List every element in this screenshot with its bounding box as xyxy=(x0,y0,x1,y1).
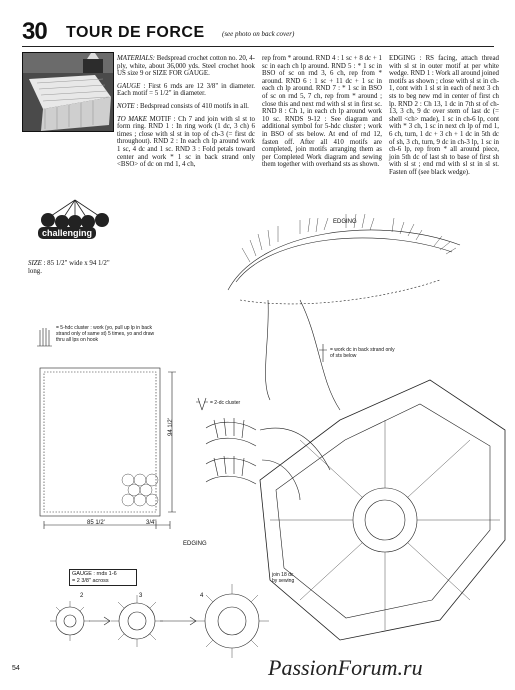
photo-note: (see photo on back cover) xyxy=(222,30,295,38)
skill-badge-label: challenging xyxy=(38,227,96,239)
edging-text: : RS facing, attach thread with sl st in outer motif at per white wedge. RND 1 : Work all around joined motifs as shown ; close with sl st in ch-1, cont with 1 sl st in each of next 3 ch sts to beg new rnd in center of first ch lp. RND 2 : Ch 13, 1 dc in 7th st of ch-13, 3 ch, 9 dc over stem of last dc (= shell <ch> made), 1 sc in ch-6 lp, cont with * 3 ch, 1 sc in next ch lp of rnd 1, 6 ch, turn, 1 dc + 3 ch + 1 dc in 5th dc of sh, 3 ch, turn, 9 dc in ch-3 lp, 1 sc in ch-6 lp, rep from * all around piece, join 5th dc of last sh to base of first sh with sl st ; end rnd with sl st in sl st. Fasten off (see black wedge). xyxy=(389,55,499,176)
to-make-lead: TO MAKE xyxy=(117,115,148,123)
two-dc-cluster-legend: = 2-dc cluster xyxy=(210,400,241,406)
join-note-line-2: by sewing xyxy=(272,578,295,584)
gauge-lead: GAUGE xyxy=(117,82,141,90)
size-lead: SIZE xyxy=(28,260,42,267)
work-dc-legend: = work dc in back strand only of sts below xyxy=(330,347,395,359)
size-text: : 85 1/2" wide x 94 1/2" long. xyxy=(28,260,110,275)
edging-bottom-label: EDGING xyxy=(183,541,207,547)
join-note-line-1: join 18 dc xyxy=(272,572,294,578)
gauge-box-line-2: = 2 3/8" across xyxy=(72,577,109,584)
hdc-cluster-legend: = 5-hdc cluster : work (yo, pull up lp in back strand only of same st) 5 times, yo and draw thru all lps on hook xyxy=(56,325,155,343)
step-label-2: 2 xyxy=(80,593,84,599)
note-lead: NOTE xyxy=(117,102,135,110)
note-text: : Bedspread consists of 410 motifs in all. xyxy=(136,102,249,110)
edging-lead: EDGING xyxy=(389,55,416,62)
col2-text: rep from * around. RND 4 : 1 sc + 8 dc + 1 sc in each ch lp around. RND 5 : * 1 sc in BSO of sc on rnd 3, 6 ch, rep from * around. RND 6 : 1 sc + 11 dc + 1 sc in each ch lp around. RND 7 : * 1 sc in BSO of sc on rnd 5, 7 ch, rep from * around ; close this and next rnd with sl st in first sc. RND 8 : Ch 1, in each ch lp around work 10 sc. RNDS 9-12 : See diagram and additional symbol for 5-hdc cluster ; work in BSO of sts below. At end of rnd 12, fasten off. After all 410 motifs are completed, join motifs arranging them as per Completed Work diagram and sewing them together with overhand sts as shown. xyxy=(262,55,382,169)
materials-lead: MATERIALS: xyxy=(117,55,156,62)
page-title: TOUR DE FORCE xyxy=(66,24,205,41)
step-label-3: 3 xyxy=(139,593,143,599)
to-make-text: MOTIF : Ch 7 and join with sl st to form ring. RND 1 : In ring work (1 dc, 3 ch) 6 times ; close with sl st in top of ch-3 (= first dc throughout). RND 2 : In each ch lp around work 1 sc, 4 dc and 1 sc. RND 3 : Fold petals toward center and work * 1 sc in back strand only <BSO> of dc on rnd 1, 4 ch, xyxy=(117,115,255,169)
gauge-text: : First 6 rnds are 12 3/8" in diameter. Each motif = 5 1/2" in diameter. xyxy=(117,82,255,98)
watermark: PassionForum.ru xyxy=(268,655,423,680)
edging-top-label: EDGING xyxy=(333,219,357,225)
step-label-4: 4 xyxy=(200,593,204,599)
pattern-number: 30 xyxy=(22,18,47,45)
height-dimension: 94 1/2' xyxy=(168,418,174,436)
page-number: 54 xyxy=(12,665,20,672)
quarter-dimension: 3/4" xyxy=(146,520,157,526)
gauge-box-line-1: GAUGE : rnds 1-6 xyxy=(72,571,117,577)
width-dimension: 85 1/2' xyxy=(87,520,105,526)
materials-text: Bedspread crochet cotton no. 20, 4-ply, white, about 36,000 yds. Steel crochet hook US size 9 or SIZE FOR GAUGE. xyxy=(117,55,255,78)
